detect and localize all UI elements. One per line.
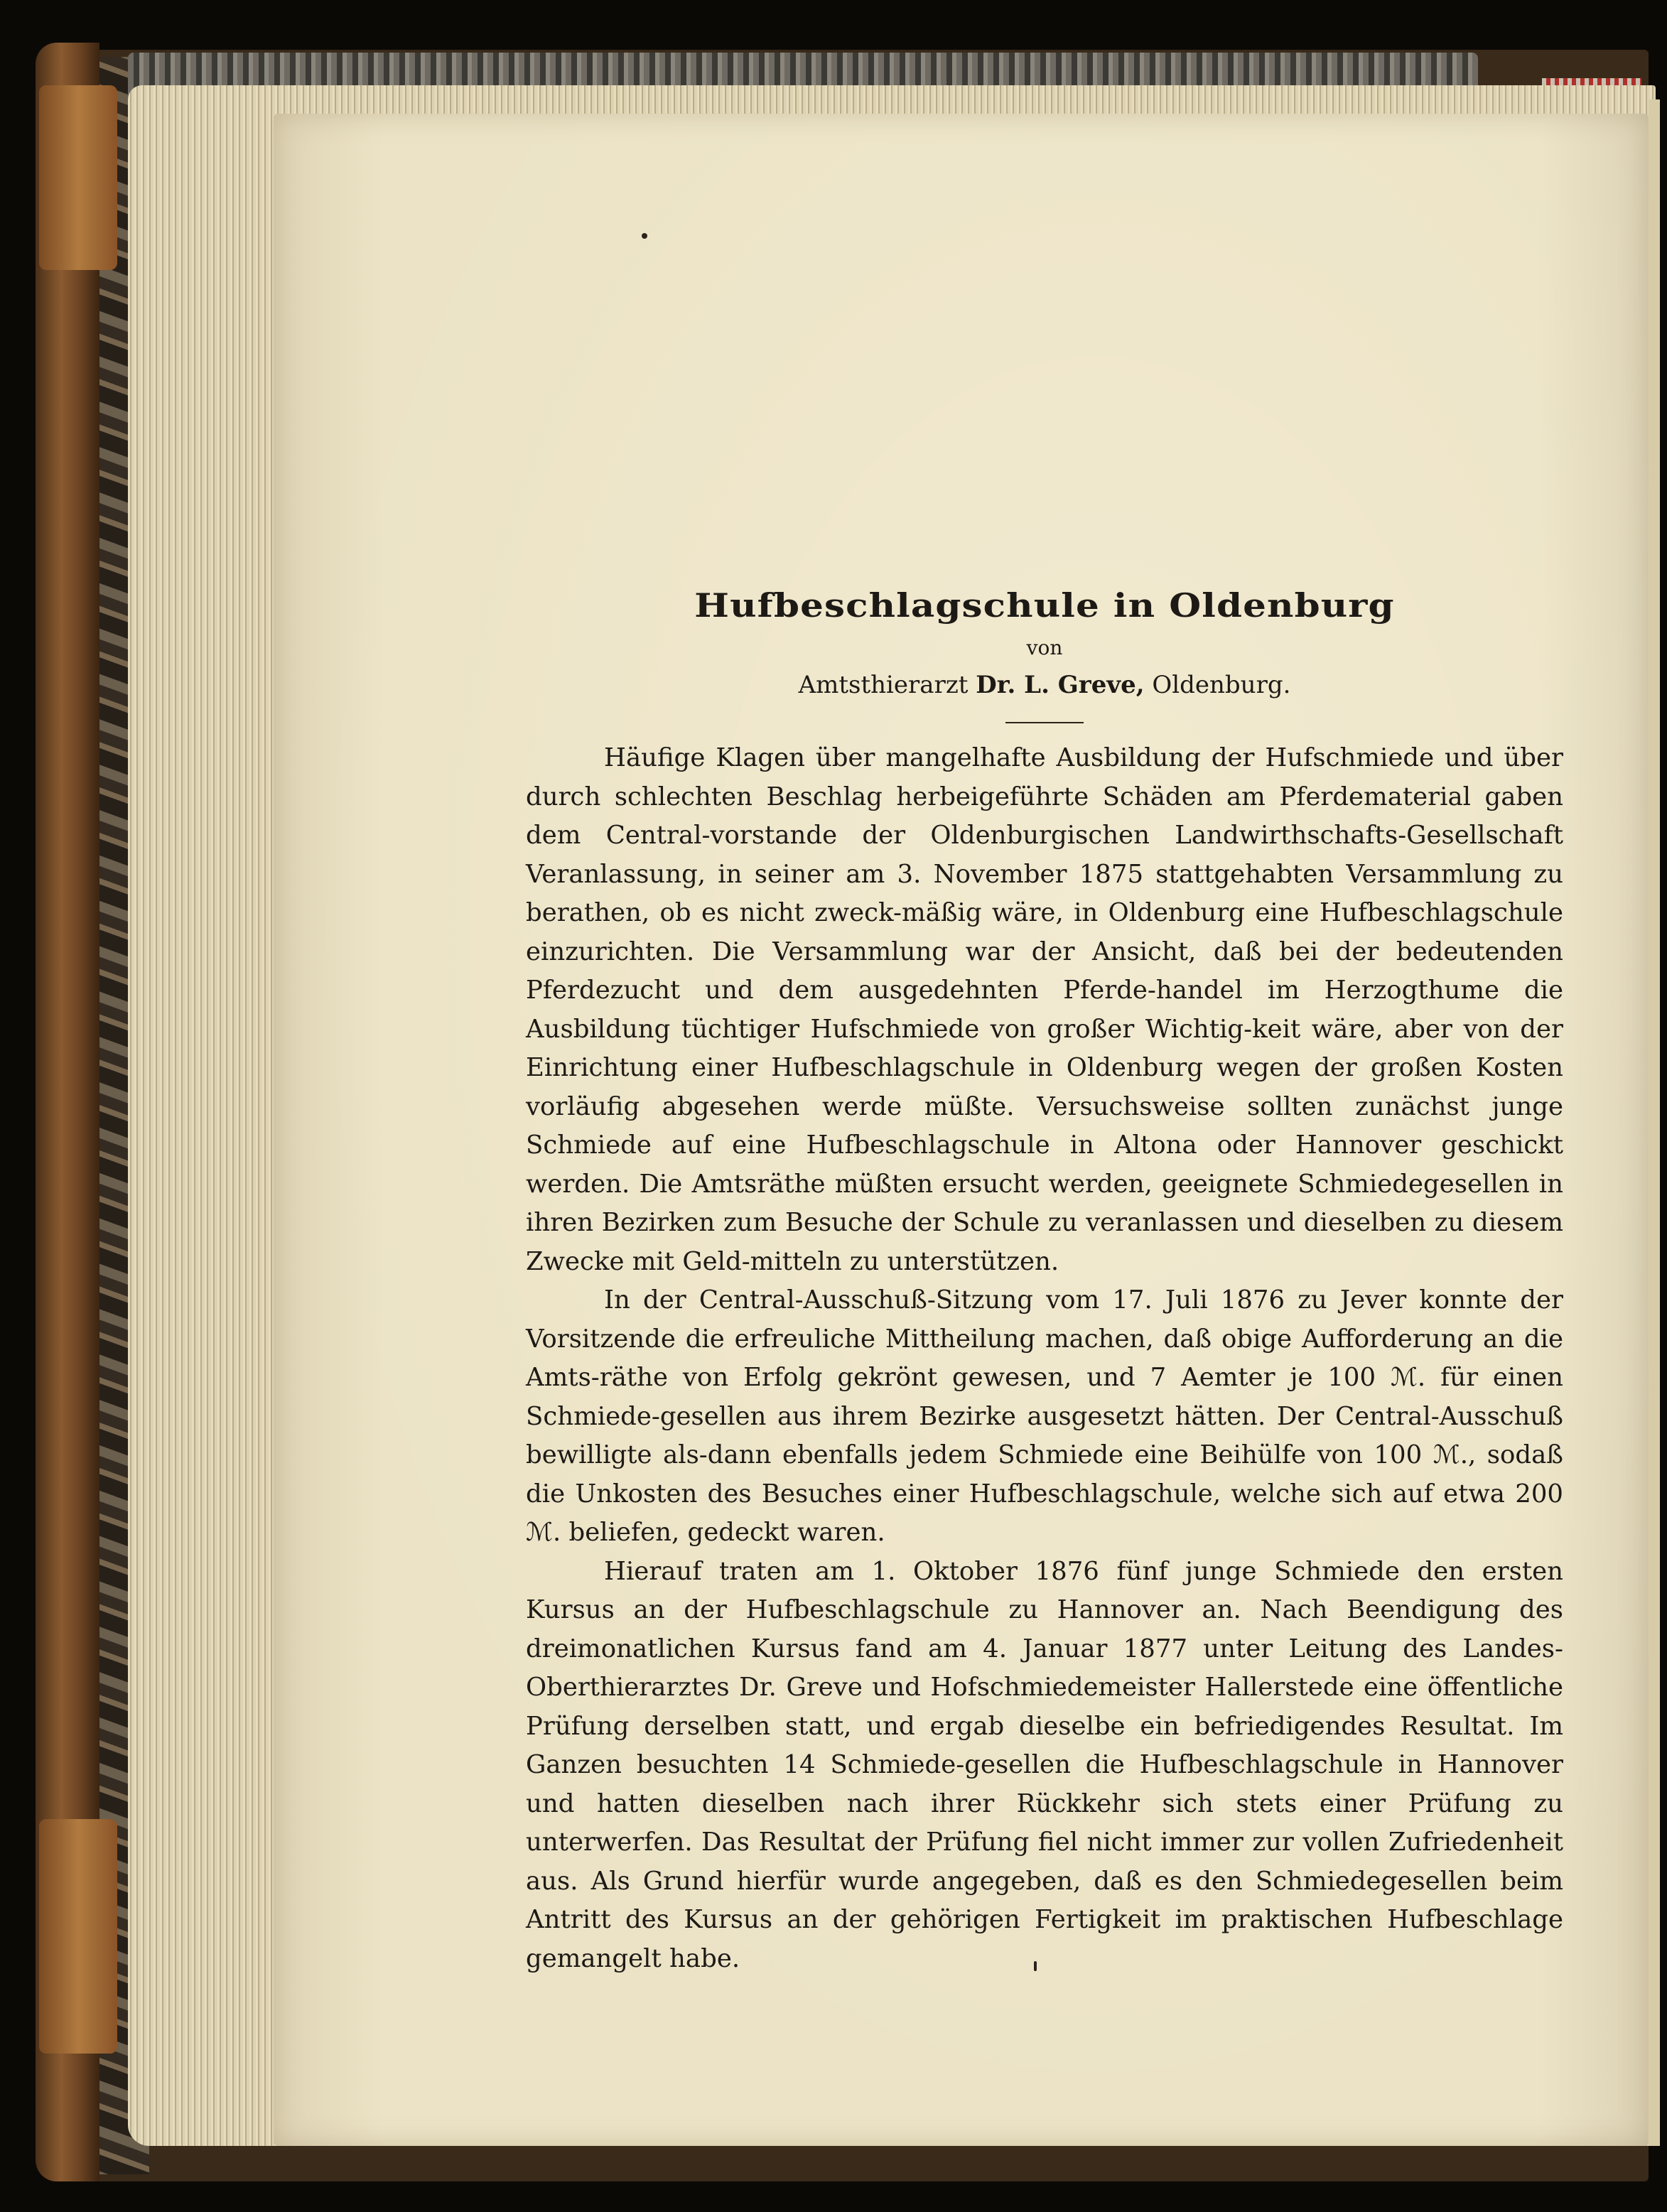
author-role: Amtsthierarzt [798, 671, 969, 699]
article-title: Hufbeschlagschule in Oldenburg [694, 586, 1395, 625]
page-right-edge [1649, 99, 1660, 2146]
paragraph-2: In der Central-Ausschuß-Sitzung vom 17. Juli 1876 zu Jever konnte der Vorsitzende die erfreuliche Mittheilung machen, daß obige Aufforderung an die Amts-räthe von Erfolg gekrönt gewesen, und 7 Aemter je 100 ℳ. für einen Schmiede-gesellen aus ihrem Bezirke ausgesetzt hätten. Der Central-Ausschuß bewilligte als-dann ebenfalls jedem Schmiede eine Beihülfe von 100 ℳ., sodaß die Unkosten des Besuches einer Hufbeschlagschule, welche sich auf etwa 200 ℳ. beliefen, gedeckt waren. [526, 1285, 1563, 1547]
paragraph-3: Hierauf traten am 1. Oktober 1876 fünf junge Schmiede den ersten Kursus an der Hufbeschlagschule zu Hannover an. Nach Beendigung des dreimonatlichen Kursus fand am 4. Januar 1877 unter Leitung des Landes-Oberthierarztes Dr. Greve und Hofschmiedemeister Hallerstede eine öffentliche Prüfung derselben statt, und ergab dieselbe ein befriedigendes Resultat. Im Ganzen besuchten 14 Schmiede-gesellen die Hufbeschlagschule in Hannover und hatten dieselben nach ihrer Rückkehr sich stets einer Prüfung zu unterwerfen. Das Resultat der Prüfung fiel nicht immer zur vollen Zufriedenheit aus. Als Grund hierfür wurde angegeben, daß es den Schmiedegesellen beim Antritt des Kursus an der gehörigen Fertigkeit im praktischen Hufbeschlage gemangelt habe. [526, 1556, 1563, 1973]
author-place: Oldenburg. [1152, 671, 1291, 699]
byline [526, 667, 1563, 703]
spine-leather-corner-bottom [39, 1819, 117, 2054]
paragraph-1: Häufige Klagen über mangelhafte Ausbildung der Hufschmiede und über durch schlechten Beschlag herbeigeführte Schäden am Pferdematerial gaben dem Central-vorstande der Oldenburgischen Landwirthschafts-Gesellschaft Veranlassung, in seiner am 3. November 1875 stattgehabten Versammlung zu berathen, ob es nicht zweck-mäßig wäre, in Oldenburg eine Hufbeschlagschule einzurichten. Die Versammlung war der Ansicht, daß bei der bedeutenden Pferdezucht und dem ausgedehnten Pferde-handel im Herzogthume die Ausbildung tüchtiger Hufschmiede von großer Wichtig-keit wäre, aber von der Einrichtung einer Hufbeschlagschule in Oldenburg wegen der großen Kosten vorläufig abgesehen werde müßte. Versuchsweise sollten zunächst junge Schmiede auf eine Hufbeschlagschule in Altona oder Hannover geschickt werden. Die Amtsräthe müßten ersucht werden, geeignete Schmiedegesellen in ihren Bezirken zum Besuche der Schule zu veranlassen und dieselben zu diesem Zwecke mit Geld-mitteln zu unterstützen. [526, 743, 1563, 1276]
article [526, 583, 1563, 1978]
spine-leather-corner-top [39, 85, 117, 270]
title-divider [1005, 722, 1084, 723]
byline-von: von [1026, 636, 1063, 659]
ink-speck [642, 233, 647, 239]
author-name: Dr. L. Greve, [976, 671, 1145, 699]
